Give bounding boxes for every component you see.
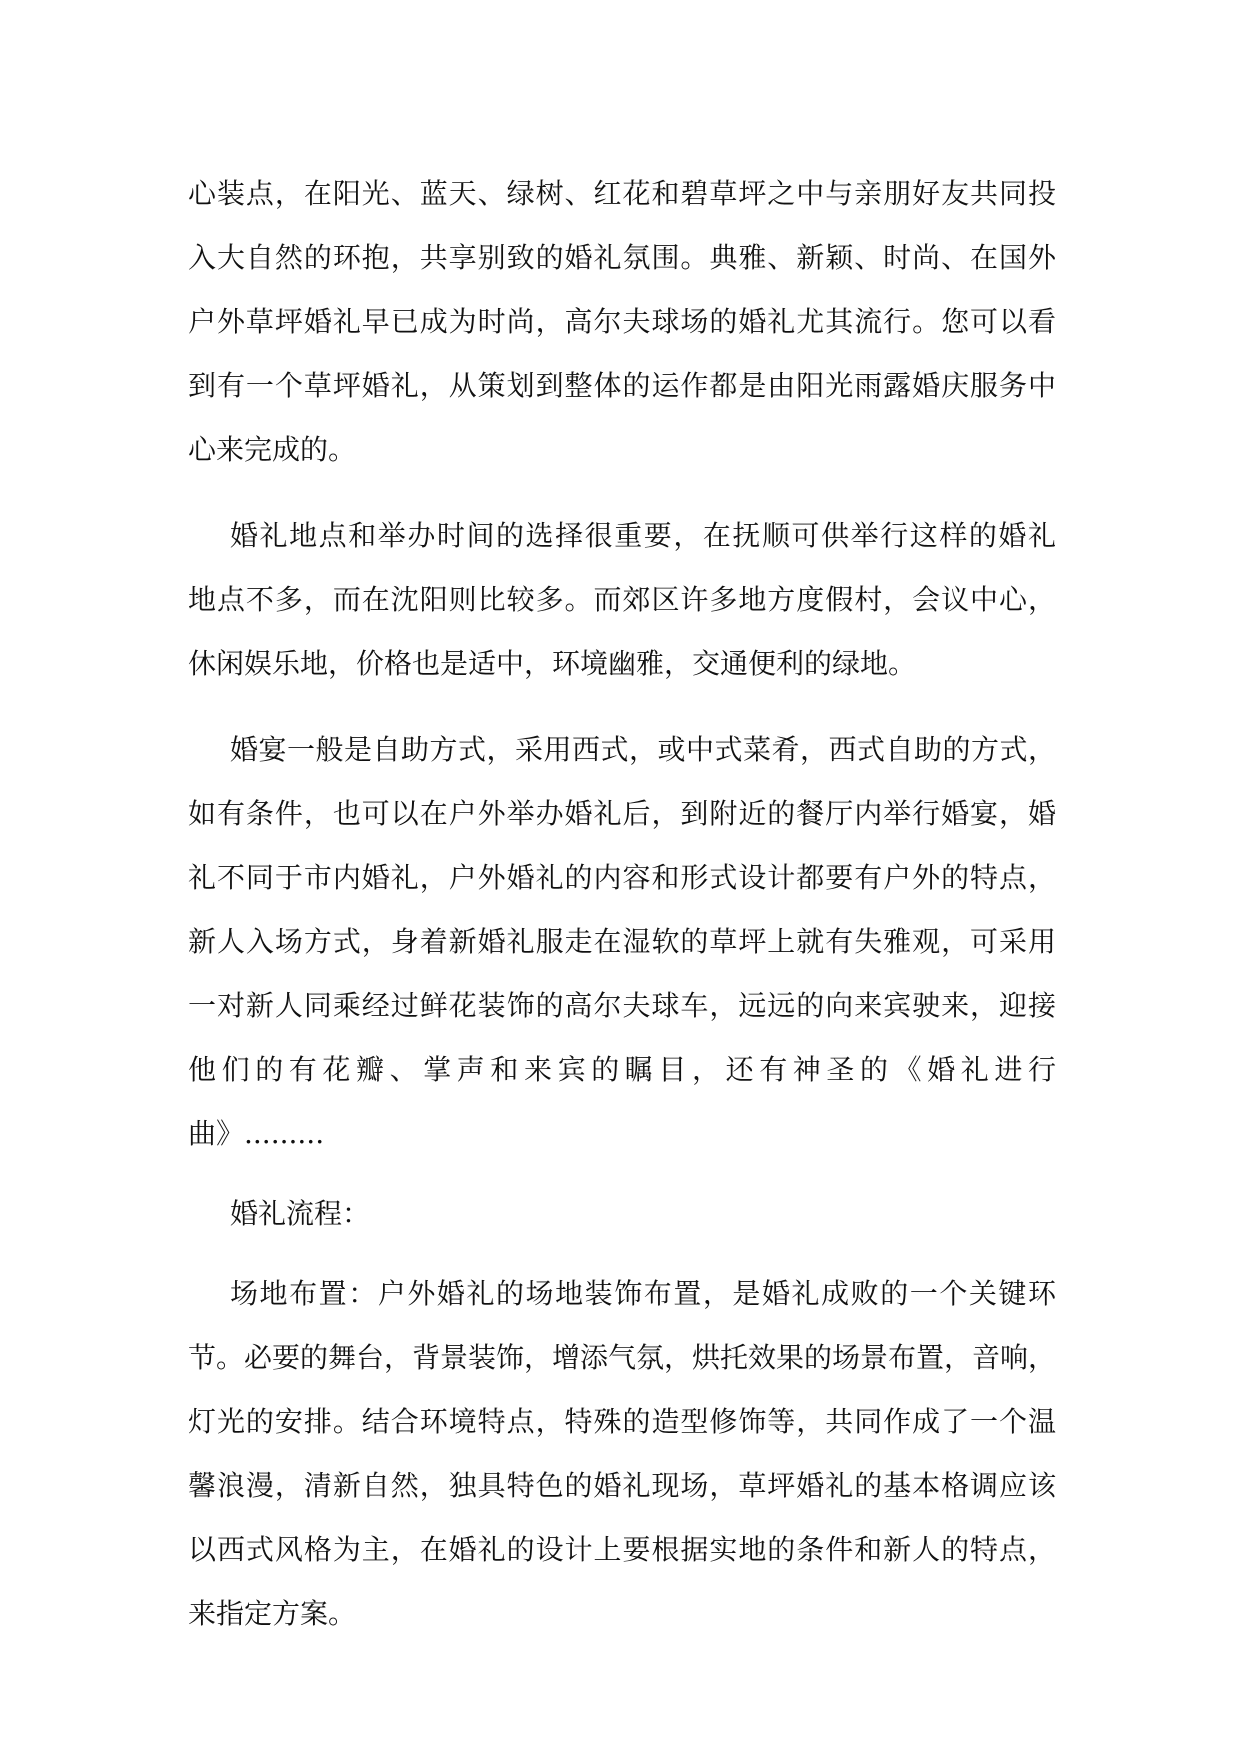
paragraph bbox=[188, 504, 1056, 696]
text-line: 来指定方案。 bbox=[188, 1597, 357, 1630]
text-line: 入大自然的环抱，共享别致的婚礼氛围。典雅、新颖、时尚、在国外 bbox=[188, 241, 1056, 274]
text-line: 节。必要的舞台，背景装饰，增添气氛，烘托效果的场景布置，音响， bbox=[188, 1341, 1057, 1374]
text-line: 到有一个草坪婚礼，从策划到整体的运作都是由阳光雨露婚庆服务中 bbox=[188, 369, 1056, 402]
text-line: 婚礼地点和举办时间的选择很重要，在抚顺可供举行这样的婚礼 bbox=[230, 519, 1056, 552]
text-line: 婚礼流程： bbox=[230, 1197, 371, 1230]
text-line: 新人入场方式，身着新婚礼服走在湿软的草坪上就有失雅观，可采用 bbox=[188, 925, 1056, 958]
text-line: 婚宴一般是自助方式，采用西式，或中式菜肴，西式自助的方式， bbox=[230, 733, 1056, 766]
text-line: 地点不多，而在沈阳则比较多。而郊区许多地方度假村，会议中心， bbox=[188, 583, 1056, 616]
text-line: 如有条件，也可以在户外举办婚礼后，到附近的餐厅内举行婚宴，婚 bbox=[188, 797, 1056, 830]
text-line: 礼不同于市内婚礼，户外婚礼的内容和形式设计都要有户外的特点， bbox=[188, 861, 1056, 894]
document-body bbox=[188, 162, 1056, 1646]
paragraph bbox=[188, 718, 1056, 1166]
text-line: 他们的有花瓣、掌声和来宾的瞩目，还有神圣的《婚礼进行 bbox=[188, 1053, 1056, 1086]
text-line: 心装点，在阳光、蓝天、绿树、红花和碧草坪之中与亲朋好友共同投 bbox=[188, 177, 1056, 210]
paragraph bbox=[188, 162, 1056, 482]
text-line: 心来完成的。 bbox=[188, 433, 357, 466]
text-line: 曲》......... bbox=[188, 1117, 325, 1150]
text-line: 以西式风格为主，在婚礼的设计上要根据实地的条件和新人的特点， bbox=[188, 1533, 1056, 1566]
text-line: 馨浪漫，清新自然，独具特色的婚礼现场，草坪婚礼的基本格调应该 bbox=[188, 1469, 1056, 1502]
text-line: 一对新人同乘经过鲜花装饰的高尔夫球车，远远的向来宾驶来，迎接 bbox=[188, 989, 1056, 1022]
paragraph bbox=[188, 1262, 1056, 1646]
section-heading bbox=[188, 1182, 1056, 1246]
text-line: 灯光的安排。结合环境特点，特殊的造型修饰等，共同作成了一个温 bbox=[188, 1405, 1056, 1438]
text-line: 户外草坪婚礼早已成为时尚，高尔夫球场的婚礼尤其流行。您可以看 bbox=[188, 305, 1056, 338]
text-line: 场地布置：户外婚礼的场地装饰布置，是婚礼成败的一个关键环 bbox=[230, 1277, 1056, 1310]
text-line: 休闲娱乐地，价格也是适中，环境幽雅，交通便利的绿地。 bbox=[188, 647, 917, 680]
